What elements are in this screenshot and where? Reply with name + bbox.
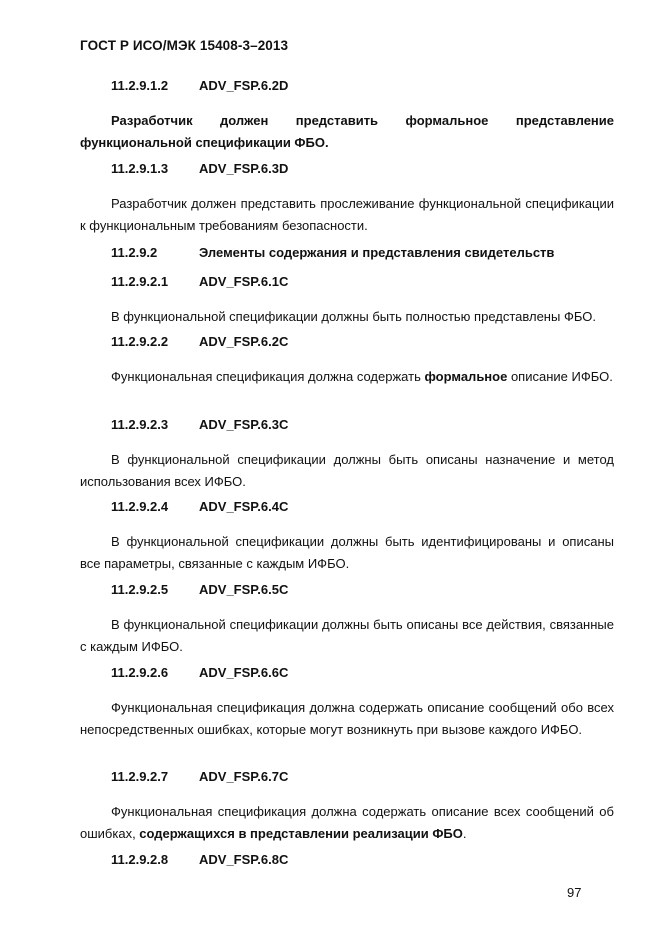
section-number: 11.2.9.2.8 — [111, 852, 169, 867]
paragraph-text: . — [462, 826, 467, 841]
section-code: ADV_FSP.6.3C — [199, 417, 289, 432]
section-paragraph — [80, 366, 614, 388]
section-code: ADV_FSP.6.6C — [199, 665, 289, 680]
section-heading — [80, 416, 614, 434]
section-number: 11.2.9.2.1 — [111, 274, 169, 289]
section-code: ADV_FSP.6.7C — [199, 769, 289, 784]
section-code: ADV_FSP.6.5C — [199, 582, 289, 597]
paragraph-emphasis: содержащихся в представлении реализации ФБО — [139, 826, 463, 841]
section-number: 11.2.9.2.4 — [111, 499, 169, 514]
section-code: ADV_FSP.6.2D — [199, 78, 289, 93]
paragraph-text: Функциональная спецификация должна содержать — [111, 369, 425, 384]
section-paragraph — [80, 801, 614, 845]
section-paragraph: В функциональной спецификации должны быть описаны назначение и метод использования всех ИФБО. — [80, 452, 614, 489]
section-number: 11.2.9.2.7 — [111, 769, 169, 784]
section-adv-fsp-6-1c — [80, 273, 614, 328]
section-heading — [80, 77, 614, 95]
section-adv-fsp-6-8c — [80, 851, 614, 869]
section-heading — [80, 160, 614, 178]
page-number: 97 — [567, 885, 582, 900]
paragraph-text: Функциональная спецификация должна содержать описание всех сообщений об ошибках, — [80, 804, 614, 841]
section-heading — [80, 664, 614, 682]
section-title: Элементы содержания и представления свидетельств — [199, 245, 555, 260]
section-adv-fsp-6-2c — [80, 333, 614, 388]
section-number: 11.2.9.2.3 — [111, 417, 169, 432]
section-code: ADV_FSP.6.3D — [199, 161, 289, 176]
section-adv-fsp-6-4c — [80, 498, 614, 575]
section-code: ADV_FSP.6.8C — [199, 852, 289, 867]
section-number: 11.2.9.2 — [111, 245, 158, 260]
section-adv-fsp-6-3d — [80, 160, 614, 237]
section-heading — [80, 244, 614, 262]
section-number: 11.2.9.2.5 — [111, 582, 169, 597]
section-adv-fsp-6-3c — [80, 416, 614, 493]
section-number: 11.2.9.1.3 — [111, 161, 169, 176]
section-heading — [80, 333, 614, 351]
section-paragraph: Разработчик должен представить прослеживание функциональной спецификации к функциональным требованиям безопасности. — [80, 196, 614, 233]
section-adv-fsp-6-2d — [80, 77, 614, 154]
section-heading — [80, 498, 614, 516]
section-code: ADV_FSP.6.4C — [199, 499, 289, 514]
section-paragraph: В функциональной спецификации должны быть полностью представлены ФБО. — [111, 309, 596, 324]
paragraph-emphasis: формальное — [424, 369, 508, 384]
section-number: 11.2.9.1.2 — [111, 78, 169, 93]
section-paragraph: В функциональной спецификации должны быть идентифицированы и описаны все параметры, связанные с каждым ИФБО. — [80, 534, 614, 571]
section-number: 11.2.9.2.2 — [111, 334, 169, 349]
section-heading — [80, 581, 614, 599]
section-adv-fsp-6-6c — [80, 664, 614, 741]
section-adv-fsp-6-7c — [80, 768, 614, 845]
section-adv-fsp-6-5c — [80, 581, 614, 658]
section-heading — [80, 851, 614, 869]
section-heading — [80, 273, 614, 291]
section-paragraph: Функциональная спецификация должна содержать описание сообщений обо всех непосредственных ошибках, которые могут возникнуть при вызове каждого ИФБО. — [80, 700, 614, 737]
section-paragraph: В функциональной спецификации должны быть описаны все действия, связанные с каждым ИФБО. — [80, 617, 614, 654]
document-header: ГОСТ Р ИСО/МЭК 15408-3–2013 — [80, 38, 289, 53]
section-code: ADV_FSP.6.1C — [199, 274, 289, 289]
section-heading — [80, 768, 614, 786]
section-number: 11.2.9.2.6 — [111, 665, 169, 680]
section-paragraph: Разработчик должен представить формальное представление функциональной спецификации ФБО. — [80, 113, 614, 150]
section-code: ADV_FSP.6.2C — [199, 334, 289, 349]
section-evidence-elements — [80, 244, 614, 262]
paragraph-text: описание ИФБО. — [507, 369, 613, 384]
